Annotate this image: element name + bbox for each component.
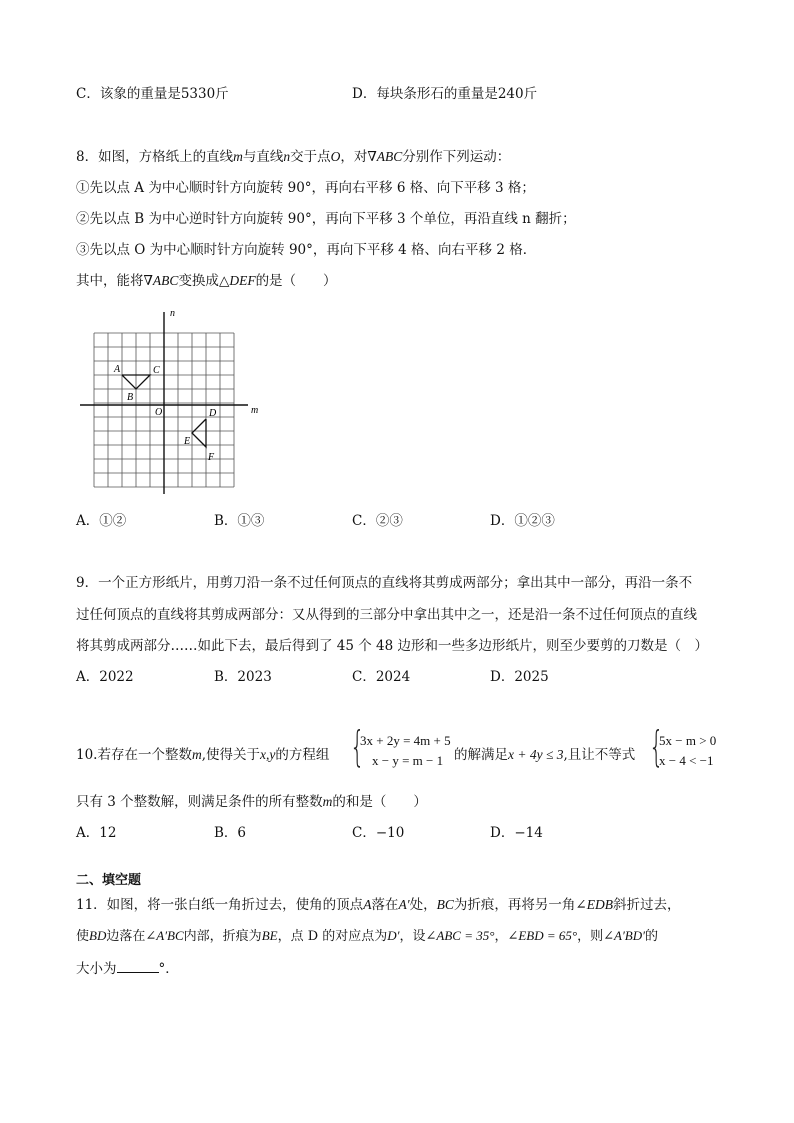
label-o: O [155,407,163,418]
q8-option-c: C．②③ [352,513,403,529]
q11-line-1: 11．如图，将一张白纸一角折过去，使角的顶点A落在A′处，BC为折痕，再将另一角∠EDB斜折过去， [76,897,681,913]
q8-step-2: ②先以点 B 为中心逆时针方向旋转 90°，再向下平移 3 个单位，再沿直线 n 翻折； [76,211,576,227]
q7-option-c: C．该象的重量是5330斤 [76,86,229,102]
label-a: A [114,364,121,375]
label-f: F [208,452,215,463]
q10-option-d: D．−14 [490,825,543,841]
label-e: E [184,436,191,447]
q9-line-1: 9．一个正方形纸片，用剪刀沿一条不过任何顶点的直线将其剪成两部分；拿出其中一部分，再沿一条不 [76,575,693,591]
q8-question: 其中，能将∇ABC变换成△DEF的是（ ） [76,273,337,289]
label-d: D [209,408,217,419]
q10-stem-c: 只有 3 个整数解，则满足条件的所有整数m的和是（ ） [76,794,427,810]
q10-equation-2: x − y = m − 1 [372,753,444,768]
q8-stem: 8．如图，方格纸上的直线m与直线n交于点O，对∇ABC分别作下列运动： [76,149,511,165]
q8-option-b: B．①③ [214,513,265,529]
q9-option-b: B．2023 [214,669,272,685]
triangle-def [192,419,206,447]
q10-option-b: B．6 [214,825,247,841]
q10-option-c: C．−10 [352,825,405,841]
q10-inequality-2: x − 4 < −1 [659,753,714,768]
q9-option-a: A．2022 [76,669,134,685]
q10-stem-a: 10.若存在一个整数m,使得关于x,y的方程组 [76,747,330,763]
label-c: C [153,365,160,376]
q7-option-d: D．每块条形石的重量是240斤 [352,86,538,102]
label-b: B [127,392,134,403]
q10-equation-1: 3x + 2y = 4m + 5 [360,733,451,748]
q10-stem-b: 的解满足x + 4y ≤ 3,且让不等式 [454,747,636,763]
q10-system-brace: { [350,722,365,771]
q8-option-d: D．①②③ [490,513,555,529]
label-n: n [170,308,175,319]
section-heading: 二、填空题 [76,873,142,888]
q10-option-a: A．12 [76,825,117,841]
q9-option-d: D．2025 [490,669,549,685]
q11-line-3: 大小为 °． [76,961,179,977]
q10-inequality-1: 5x − m > 0 [659,733,717,748]
q9-line-3: 将其剪成两部分……如此下去，最后得到了 45 个 48 边形和一些多边形纸片，则至少要剪的刀数是（ ） [76,638,709,654]
q8-step-1: ①先以点 A 为中心顺时针方向旋转 90°，再向右平移 6 格、向下平移 3 格； [76,180,535,196]
q8-step-3: ③先以点 O 为中心顺时针方向旋转 90°，再向下平移 4 格、向右平移 2 格． [76,242,537,258]
q11-line-2: 使BD边落在∠A′BC内部，折痕为BE，点 D 的对应点为D′，设∠ABC = 35°，∠EBD = 65°，则∠A′BD′的 [76,928,658,944]
q9-line-2: 过任何顶点的直线将其剪成两部分：又从得到的三部分中拿出其中之一，还是沿一条不过任何顶点的直线 [76,607,697,623]
q8-option-a: A．①② [76,513,127,529]
label-m: m [251,405,259,416]
q8-grid-figure [76,300,266,500]
q9-option-c: C．2024 [352,669,411,685]
answer-blank[interactable] [117,960,159,973]
q10-inequality-brace: { [649,722,664,771]
